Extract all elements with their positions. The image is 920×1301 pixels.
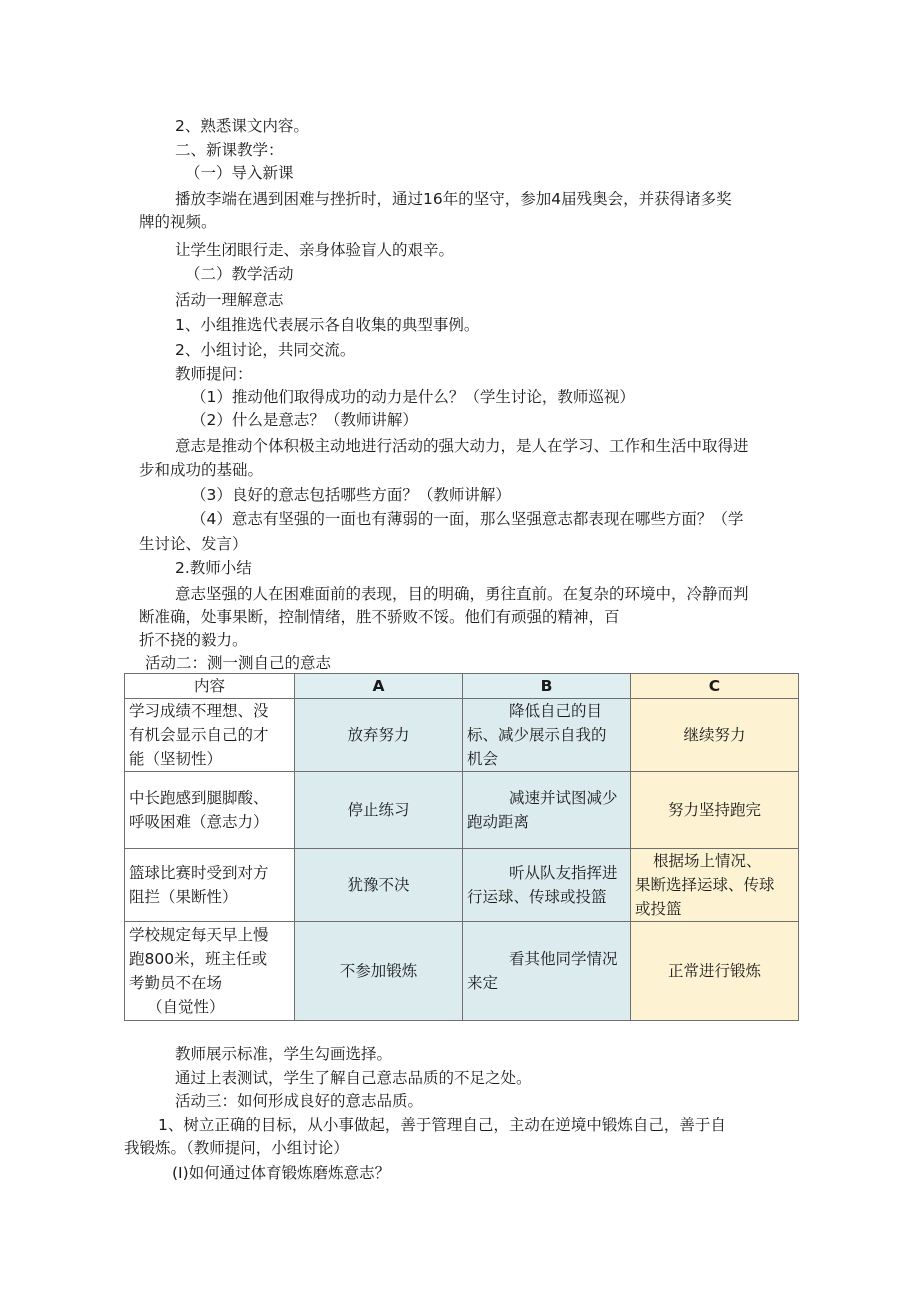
cell-line: 呼吸困难（意志力） (129, 813, 269, 831)
will-test-table (124, 673, 799, 1021)
cell-line: 继续努力 (683, 726, 746, 744)
text-line: 2、小组讨论，共同交流。 (175, 341, 356, 359)
subsection-heading: （二）教学活动 (185, 265, 294, 283)
cell-option-b (463, 849, 631, 922)
table-row (125, 922, 799, 1021)
cell-line: 有机会显示自己的才 (129, 726, 269, 744)
cell-line: 跑动距离 (467, 813, 530, 831)
subsection-heading: 2.教师小结 (175, 559, 252, 577)
question-line: (I)如何通过体育锻炼磨炼意志？ (172, 1164, 391, 1182)
cell-option-b (463, 922, 631, 1021)
text-line: 播放李端在遇到困难与挫折时，通过16年的坚守，参加4届残奥会，并获得诸多奖 (175, 190, 732, 208)
cell-content (125, 772, 295, 849)
header-a: A (295, 674, 463, 699)
text-line: 教师展示标准，学生勾画选择。 (175, 1045, 393, 1063)
cell-option-a: 放弃努力 (295, 699, 463, 772)
cell-line: 阻拦（果断性） (129, 888, 238, 906)
section-heading: 二、新课教学： (175, 141, 284, 159)
question-line: （4）意志有坚强的一面也有薄弱的一面，那么坚强意志都表现在哪些方面？（学 (191, 510, 744, 528)
cell-line: （自觉性） (147, 998, 225, 1016)
text-line: 步和成功的基础。 (139, 461, 264, 479)
cell-option-a: 停止练习 (295, 772, 463, 849)
cell-option-a: 犹豫不决 (295, 849, 463, 922)
header-content: 内容 (125, 674, 295, 699)
cell-line: 篮球比赛时受到对方 (129, 864, 269, 882)
text-line: 我锻炼。（教师提问，小组讨论） (124, 1139, 349, 1157)
text-line: 让学生闭眼行走、亲身体验盲人的艰辛。 (175, 241, 455, 259)
cell-line: 跑800米，班主任或 (129, 950, 268, 968)
text-line: 断准确，处事果断，控制情绪，胜不骄败不馁。他们有顽强的精神，百 (139, 608, 620, 626)
cell-option-a: 不参加锻炼 (295, 922, 463, 1021)
text-line: 2、熟悉课文内容。 (175, 117, 309, 135)
table-header-row (125, 674, 799, 699)
header-c: C (631, 674, 799, 699)
cell-line: 标、减少展示自我的 (467, 726, 607, 744)
activity-heading: 活动一理解意志 (175, 291, 284, 309)
table-row (125, 849, 799, 922)
cell-option-c (631, 772, 799, 849)
cell-line: 学校规定每天早上慢 (129, 926, 269, 944)
text-line: 教师提问： (175, 365, 253, 383)
question-line: （2）什么是意志？（教师讲解） (191, 411, 418, 429)
activity-heading: 活动三：如何形成良好的意志品质。 (175, 1092, 424, 1110)
cell-line: 中长跑感到腿脚酸、 (129, 789, 269, 807)
cell-line: 来定 (467, 974, 499, 992)
cell-line: 看其他同学情况 (509, 950, 618, 968)
cell-line: 考勤员不在场 (129, 974, 223, 992)
cell-line: 降低自己的目 (509, 702, 603, 720)
text-line: 牌的视频。 (139, 213, 217, 231)
text-line: 1、小组推选代表展示各自收集的典型事例。 (175, 316, 480, 334)
cell-line: 机会 (467, 750, 499, 768)
cell-line: 努力坚持跑完 (667, 801, 761, 819)
cell-line: 果断选择运球、传球 (635, 876, 775, 894)
cell-line: 或投篮 (635, 900, 682, 918)
cell-line: 能（坚韧性） (129, 750, 223, 768)
text-line: 1、树立正确的目标，从小事做起，善于管理自己，主动在逆境中锻炼自己，善于自 (158, 1116, 726, 1134)
table-row (125, 772, 799, 849)
cell-line: 学习成绩不理想、没 (129, 702, 269, 720)
cell-option-c (631, 849, 799, 922)
cell-line: 根据场上情况、 (653, 852, 762, 870)
cell-content (125, 922, 295, 1021)
cell-content (125, 849, 295, 922)
cell-line: 听从队友指挥进 (509, 864, 618, 882)
cell-line: 行运球、传球或投篮 (467, 888, 607, 906)
activity-heading: 活动二：测一测自己的意志 (145, 654, 332, 672)
text-line: 意志坚强的人在困难面前的表现，目的明确，勇往直前。在复杂的环境中，冷静而判 (175, 585, 749, 603)
cell-line: 正常进行锻炼 (667, 962, 761, 980)
cell-option-c (631, 699, 799, 772)
text-line: 通过上表测试，学生了解自己意志品质的不足之处。 (175, 1069, 532, 1087)
cell-option-b (463, 772, 631, 849)
question-line: （3）良好的意志包括哪些方面？（教师讲解） (191, 486, 511, 504)
table-row (125, 699, 799, 772)
header-b: B (463, 674, 631, 699)
question-line: （1）推动他们取得成功的动力是什么？（学生讨论，教师巡视） (191, 388, 635, 406)
text-line: 意志是推动个体积极主动地进行活动的强大动力，是人在学习、工作和生活中取得进 (175, 437, 749, 455)
cell-option-c (631, 922, 799, 1021)
text-line: 折不挠的毅力。 (139, 631, 248, 649)
cell-option-b (463, 699, 631, 772)
cell-line: 减速并试图减少 (509, 789, 618, 807)
subsection-heading: （一）导入新课 (185, 164, 294, 182)
text-line: 生讨论、发言） (139, 535, 248, 553)
cell-content (125, 699, 295, 772)
